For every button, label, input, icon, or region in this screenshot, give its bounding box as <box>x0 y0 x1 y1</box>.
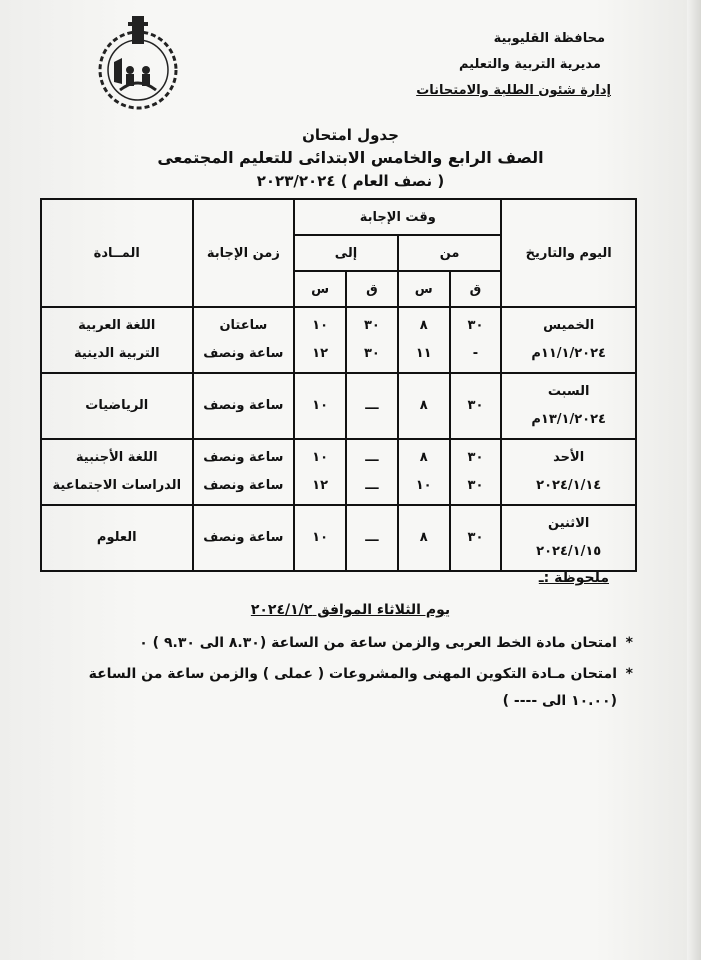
subject-cell <box>41 439 193 505</box>
subject-value: التربية الدينية <box>73 346 160 361</box>
subject-cell <box>41 373 193 439</box>
day-date-cell <box>501 373 636 439</box>
to-minutes-value: ٣٠ <box>363 318 380 333</box>
exam-date: ٢٠٢٤/١/١٤ <box>536 478 602 493</box>
to-minutes-value: ـــ <box>365 450 379 465</box>
note-text: امتحان مـادة التكوين المهنى والمشروعات ( عملى ) والزمن ساعة من الساعة (١٠.٠٠ الى ---- ) <box>88 666 617 709</box>
exam-date: ٢٠٢٤/١/١٥ <box>536 544 602 559</box>
day-date-cell <box>501 307 636 373</box>
to-hours-value: ١٢ <box>312 478 329 493</box>
header-subject: المــادة <box>41 199 193 307</box>
term-label: ( نصف العام ) ٢٠٢٣/٢٠٢٤ <box>256 172 445 190</box>
day-name: الاثنين <box>548 516 590 531</box>
subject-value: الدراسات الاجتماعية <box>52 478 182 493</box>
from-hours-value: ٨ <box>419 530 428 545</box>
to-hours-value: ١٠ <box>312 398 329 413</box>
header-from: من <box>398 235 502 271</box>
duration-value: ساعة ونصف <box>203 346 284 361</box>
department-name: إدارة شئون الطلبة والامتحانات <box>416 83 611 98</box>
from-minutes-cell <box>450 505 502 571</box>
header-day-date: اليوم والتاريخ <box>501 199 636 307</box>
from-hours-value: ٨ <box>419 318 428 333</box>
header-from-hours: س <box>398 271 450 307</box>
table-row <box>41 307 636 373</box>
duration-cell <box>193 439 295 505</box>
from-hours-value: ٨ <box>419 450 428 465</box>
to-minutes-value: ـــ <box>365 398 379 413</box>
from-hours-cell <box>398 373 450 439</box>
to-minutes-cell <box>346 439 398 505</box>
day-name: الأحد <box>553 450 585 465</box>
to-minutes-value: ـــ <box>365 530 379 545</box>
subject-cell <box>41 307 193 373</box>
from-minutes-value: ٣٠ <box>467 450 484 465</box>
from-minutes-value: - <box>472 346 479 361</box>
to-hours-value: ١٢ <box>312 346 329 361</box>
notes-list <box>63 630 633 719</box>
page-edge <box>687 0 701 960</box>
from-hours-cell <box>398 439 450 505</box>
subject-cell <box>41 505 193 571</box>
to-hours-cell <box>294 505 346 571</box>
exam-schedule-table <box>40 198 637 572</box>
to-hours-value: ١٠ <box>312 530 329 545</box>
from-minutes-value: ٣٠ <box>467 398 484 413</box>
from-hours-cell <box>398 307 450 373</box>
day-date-cell <box>501 505 636 571</box>
from-hours-value: ١١ <box>415 346 432 361</box>
from-minutes-cell <box>450 307 502 373</box>
duration-value: ساعة ونصف <box>203 478 284 493</box>
header-to-minutes: ق <box>346 271 398 307</box>
note-label: ملحوظة :ـ <box>538 570 609 586</box>
to-minutes-cell <box>346 505 398 571</box>
subject-value: اللغة العربية <box>78 318 156 333</box>
from-hours-value: ١٠ <box>415 478 432 493</box>
header-block <box>349 28 609 106</box>
header-to-hours: س <box>294 271 346 307</box>
note-item <box>63 630 633 657</box>
document-title: جدول امتحان <box>302 126 399 144</box>
subject-value: اللغة الأجنبية <box>75 450 158 465</box>
table-row <box>41 505 636 571</box>
from-minutes-cell <box>450 439 502 505</box>
note-item <box>63 661 633 715</box>
subject-value: العلوم <box>96 530 137 545</box>
day-date-cell <box>501 439 636 505</box>
header-duration: زمن الإجابة <box>193 199 295 307</box>
duration-value: ساعة ونصف <box>203 398 284 413</box>
to-hours-value: ١٠ <box>312 450 329 465</box>
directorate-name: مديرية التربية والتعليم <box>458 57 601 72</box>
duration-value: ساعة ونصف <box>203 530 284 545</box>
governorate-name: محافظة القليوبية <box>493 31 605 46</box>
to-minutes-cell <box>346 373 398 439</box>
from-hours-value: ٨ <box>419 398 428 413</box>
duration-value: ساعتان <box>219 318 268 333</box>
from-hours-cell <box>398 505 450 571</box>
header-to: إلى <box>294 235 398 271</box>
to-hours-cell <box>294 439 346 505</box>
from-minutes-value: ٣٠ <box>467 478 484 493</box>
document-subtitle: الصف الرابع والخامس الابتدائى للتعليم المجتمعى <box>157 148 544 167</box>
duration-cell <box>193 307 295 373</box>
day-name: الخميس <box>543 318 595 333</box>
subject-value: الرياضيات <box>85 398 149 413</box>
exam-date: ١١/١/٢٠٢٤م <box>531 346 606 361</box>
header-from-minutes: ق <box>450 271 502 307</box>
governorate-logo-icon <box>92 12 184 112</box>
to-minutes-value: ـــ <box>365 478 379 493</box>
to-hours-value: ١٠ <box>312 318 329 333</box>
to-minutes-cell <box>346 307 398 373</box>
duration-value: ساعة ونصف <box>203 450 284 465</box>
exam-date: ١٣/١/٢٠٢٤م <box>531 412 606 427</box>
table-row <box>41 373 636 439</box>
to-hours-cell <box>294 307 346 373</box>
header-answer-time: وقت الإجابة <box>294 199 501 235</box>
bullet-star: * <box>625 635 633 651</box>
bullet-star: * <box>625 666 633 682</box>
to-minutes-value: ٣٠ <box>363 346 380 361</box>
duration-cell <box>193 505 295 571</box>
note-text: امتحان مادة الخط العربى والزمن ساعة من الساعة (٨.٣٠ الى ٩.٣٠ ) ٠ <box>139 635 617 651</box>
duration-cell <box>193 373 295 439</box>
day-name: السبت <box>547 384 590 399</box>
from-minutes-cell <box>450 373 502 439</box>
note-day: يوم الثلاثاء الموافق ٢٠٢٤/١/٢ <box>250 602 451 618</box>
table-row <box>41 439 636 505</box>
to-hours-cell <box>294 373 346 439</box>
from-minutes-value: ٣٠ <box>467 530 484 545</box>
from-minutes-value: ٣٠ <box>467 318 484 333</box>
